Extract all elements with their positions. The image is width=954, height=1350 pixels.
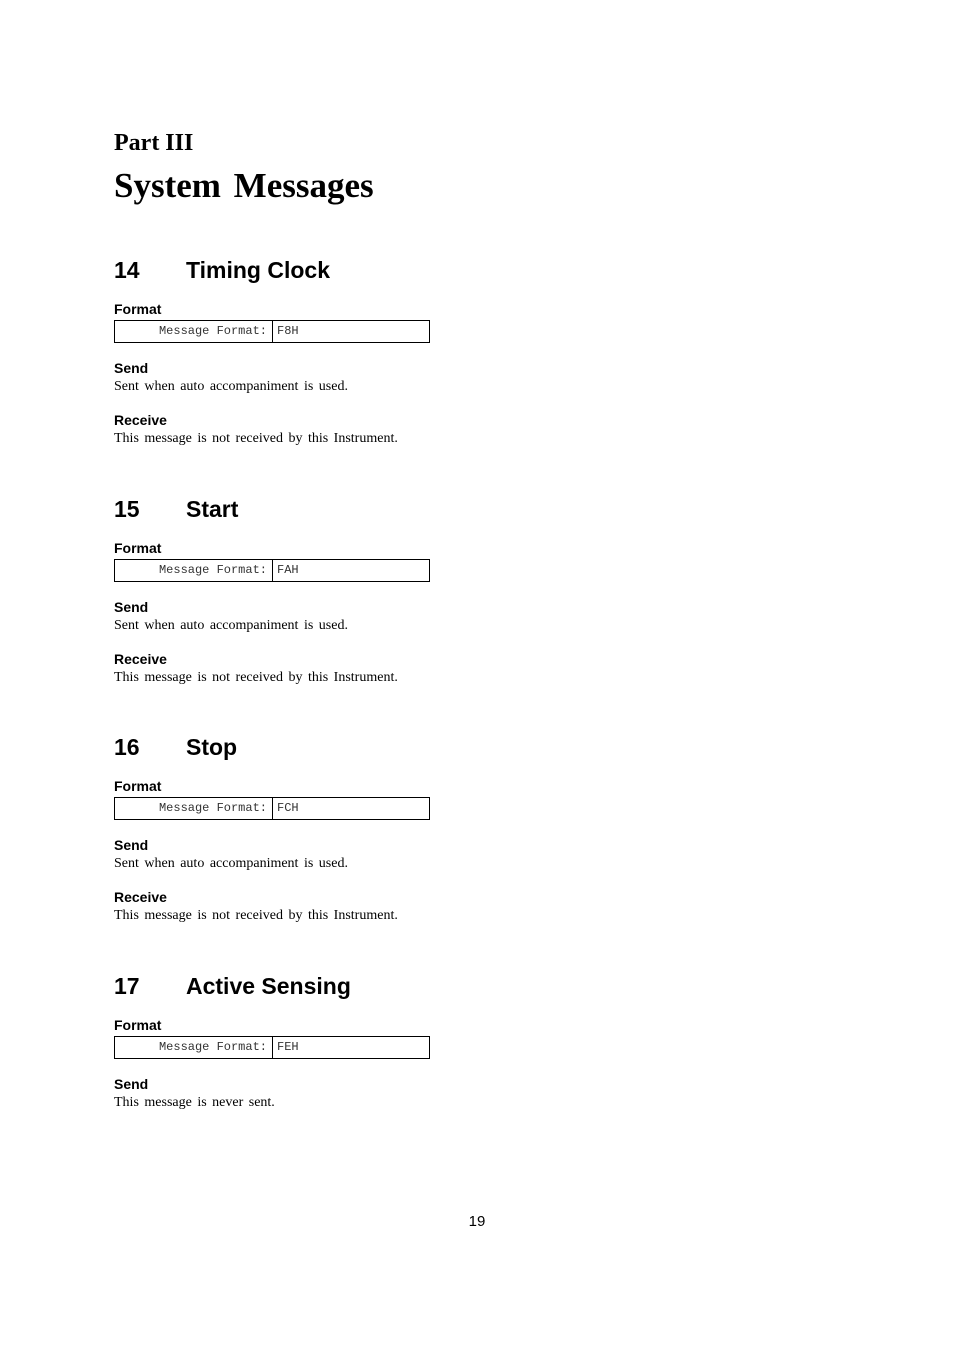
section-title: Start <box>186 496 239 522</box>
receive-heading: Receive <box>114 412 167 428</box>
send-text: Sent when auto accompaniment is used. <box>114 856 348 871</box>
section-heading <box>114 256 854 284</box>
part-label: Part III <box>114 130 194 156</box>
message-format-value: FEH <box>277 1040 299 1054</box>
send-heading: Send <box>114 837 149 853</box>
message-format-value: FCH <box>277 801 299 815</box>
message-format-label: Message Format: <box>115 1037 273 1058</box>
part-title: System Messages <box>114 166 374 205</box>
send-heading: Send <box>114 599 149 615</box>
send-heading: Send <box>114 1076 149 1092</box>
message-format-label: Message Format: <box>115 321 273 342</box>
receive-text: This message is not received by this Instrument. <box>114 908 398 923</box>
message-format-label: Message Format: <box>115 798 273 819</box>
receive-heading: Receive <box>114 889 167 905</box>
message-format-box <box>114 559 430 582</box>
section-number: 17 <box>114 973 140 999</box>
message-format-box <box>114 1036 430 1059</box>
message-format-label: Message Format: <box>115 560 273 581</box>
message-format-box <box>114 797 430 820</box>
format-heading: Format <box>114 1017 162 1033</box>
section-number: 16 <box>114 734 140 760</box>
message-format-value: FAH <box>277 563 299 577</box>
message-format-value: F8H <box>277 324 299 338</box>
receive-heading: Receive <box>114 651 167 667</box>
section-title: Active Sensing <box>186 973 351 999</box>
send-text: This message is never sent. <box>114 1095 275 1110</box>
send-heading: Send <box>114 360 149 376</box>
section-number: 15 <box>114 496 140 522</box>
format-heading: Format <box>114 540 162 556</box>
section-title: Stop <box>186 734 238 760</box>
section-start <box>114 495 854 686</box>
page-number: 19 <box>468 1213 486 1230</box>
section-heading <box>114 495 854 523</box>
section-heading <box>114 972 854 1000</box>
section-timing-clock <box>114 256 854 447</box>
section-heading <box>114 733 854 761</box>
section-stop <box>114 733 854 924</box>
send-text: Sent when auto accompaniment is used. <box>114 618 348 633</box>
message-format-box <box>114 320 430 343</box>
send-text: Sent when auto accompaniment is used. <box>114 379 348 394</box>
receive-text: This message is not received by this Instrument. <box>114 431 398 446</box>
section-number: 14 <box>114 257 140 283</box>
format-heading: Format <box>114 778 162 794</box>
receive-text: This message is not received by this Instrument. <box>114 670 398 685</box>
section-title: Timing Clock <box>186 257 330 283</box>
format-heading: Format <box>114 301 162 317</box>
section-active-sensing <box>114 972 854 1111</box>
